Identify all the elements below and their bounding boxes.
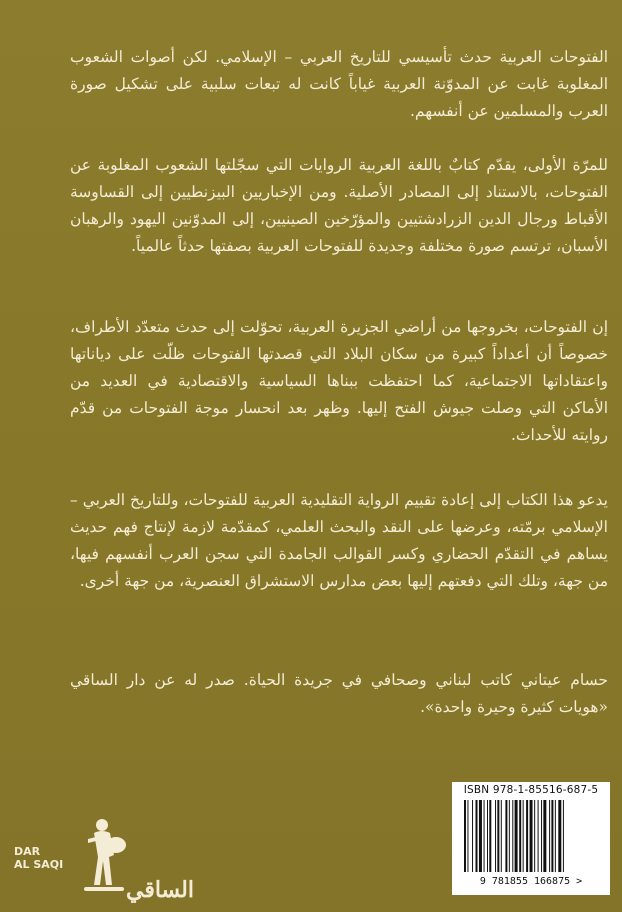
barcode-bar	[484, 800, 485, 872]
barcode-bar	[487, 800, 488, 872]
barcode-bar	[515, 800, 518, 872]
barcode-bar	[489, 800, 491, 872]
barcode-bar	[519, 800, 521, 872]
barcode-bar	[538, 800, 539, 872]
barcode-bar	[555, 800, 556, 872]
barcode-bar	[505, 800, 507, 872]
barcode-bar	[523, 800, 524, 872]
publisher-logo	[14, 815, 204, 905]
barcode-bar	[558, 800, 561, 872]
barcode-bar	[541, 800, 542, 872]
isbn-label: ISBN 978-1-85516-687-5	[463, 784, 599, 796]
blurb-paragraph-1: الفتوحات العربية حدث تأسيسي للتاريخ العربي – الإسلامي. لكن أصوات الشعوب المغلوبة غابت عن المدوّنة العربية غياباً كانت له تبعات سلبية على تشكيل صورة العرب والمسلمين عن أنفسهم.	[70, 48, 608, 120]
barcode-bar	[464, 800, 466, 872]
barcode	[462, 800, 602, 872]
barcode-digits: 9 781855 166875 >	[479, 876, 583, 887]
publisher-arabic-name: الساقي	[126, 877, 194, 903]
water-carrier-icon	[76, 815, 132, 901]
isbn-barcode-panel	[452, 782, 610, 895]
barcode-bar	[530, 800, 533, 872]
blurb-paragraph-4: يدعو هذا الكتاب إلى إعادة تقييم الرواية التقليدية العربية للفتوحات، وللتاريخ العربي – الإسلامي برمّته، وعرضها على النقد والبحث العلمي، كمقدّمة لازمة لإنتاج فهم حديث يساهم في التقدّم الحضاري وكسر القوالب الجامدة التي سجن العرب أنفسهم فيها، من جهة، وتلك التي دفعتهم إليها بعض مدارس الاستشراق العنصرية، من جهة أخرى.	[70, 491, 608, 590]
barcode-bar	[495, 800, 496, 872]
barcode-bar	[551, 800, 553, 872]
barcode-bar	[479, 800, 482, 872]
barcode-bar	[497, 800, 499, 872]
barcode-bar	[543, 800, 546, 872]
barcode-bar	[467, 800, 468, 872]
barcode-bar	[549, 800, 550, 872]
barcode-bar	[526, 800, 528, 872]
barcode-bar	[472, 800, 473, 872]
blurb-paragraph-3: إن الفتوحات، بخروجها من أراضي الجزيرة العربية، تحوّلت إلى حدث متعدّد الأطراف، خصوصاً أن أعداداً كبيرة من سكان البلاد التي قصدتها الفتوحات ظلّت على دياناتها واعتقاداتها الاجتماعية، كما احتفظت ببناها السياسية والاقتصادية في العديد من الأماكن التي وصلت جيوش الفتح إليها. وظهر بعد انحسار موجة الفتوحات من قدّم روايته للأحداث.	[70, 318, 608, 444]
barcode-bar	[563, 800, 564, 872]
barcode-bar	[512, 800, 513, 872]
publisher-latin-line1: DAR	[14, 845, 41, 858]
barcode-bar	[476, 800, 478, 872]
barcode-bar	[501, 800, 502, 872]
publisher-latin-line2: AL SAQI	[14, 858, 64, 871]
blurb-paragraph-2: للمرّة الأولى، يقدّم كتابٌ باللغة العربية الروايات التي سجّلتها الشعوب المغلوبة عن الفتوحات، بالاستناد إلى المصادر الأصلية. ومن الإخباريين البيزنطيين إلى القساوسة الأقباط ورجال الدين الزرادشتيين والمؤرّخين الصينيين، إلى المدوّنين اليهود والرهبان الأسبان، ترتسم صورة مختلفة وجديدة للفتوحات العربية بصفتها حدثاً عالمياً.	[70, 156, 608, 255]
barcode-bar	[509, 800, 510, 872]
publisher-latin-name	[14, 845, 63, 871]
author-bio: حسام عيتاني كاتب لبناني وصحافي في جريدة الحياة. صدر له عن دار الساقي «هويات كثيرة وحيرة واحدة».	[70, 671, 608, 716]
barcode-bar	[534, 800, 535, 872]
